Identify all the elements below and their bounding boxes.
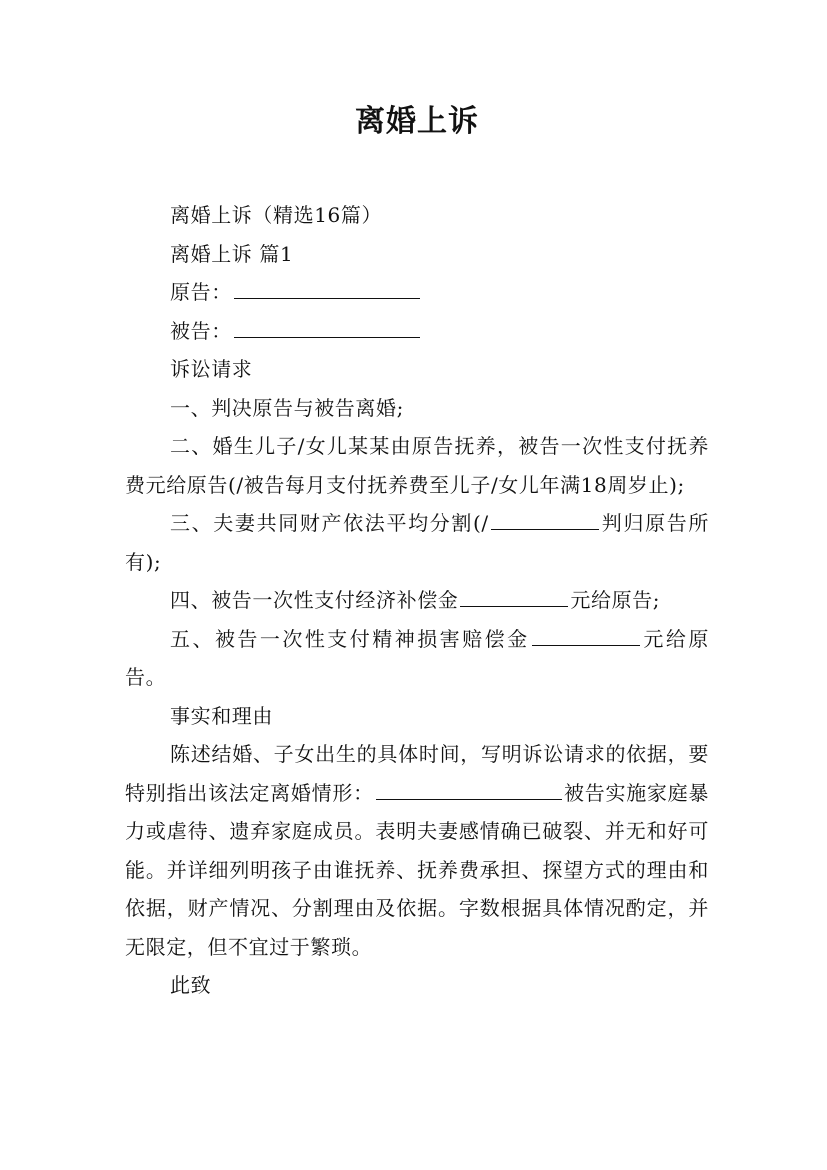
claim-5-text-before: 五、被告一次性支付精神损害赔偿金	[170, 626, 530, 651]
facts-heading: 事实和理由	[170, 703, 273, 728]
claims-heading: 诉讼请求	[170, 357, 253, 381]
facts-paragraph	[125, 735, 709, 966]
claim-4-text-before: 四、被告一次性支付经济补偿金	[170, 588, 459, 612]
claim-4-text-after: 元给原告;	[570, 588, 661, 612]
facts-text-before: 陈述结婚、子女出生的具体时间，写明诉讼请求的依据，要特别指出该法定离婚情形：	[125, 742, 709, 805]
claim-5	[125, 620, 709, 697]
defendant-blank	[234, 315, 420, 338]
subtitle-line: 离婚上诉（精选16篇）	[170, 203, 383, 227]
claim-3-blank	[491, 507, 599, 530]
document-title: 离婚上诉	[355, 104, 479, 139]
facts-text-after: 被告实施家庭暴力或虐待、遗弃家庭成员。表明夫妻感情确已破裂、并无和好可能。并详细列明孩子由谁抚养、抚养费承担、探望方式的理由和依据，财产情况、分割理由及依据。字数根据具体情况酌定，并无限定，但不宜过于繁琐。	[125, 780, 709, 959]
closing-line: 此致	[170, 973, 212, 997]
claim-4	[125, 581, 709, 620]
document-body	[125, 196, 709, 1005]
claim-2: 二、婚生儿子/女儿某某由原告抚养，被告一次性支付抚养费元给原告(/被告每月支付抚养费至儿子/女儿年满18周岁止);	[125, 434, 709, 497]
claim-4-blank	[460, 584, 568, 607]
claim-1: 一、判决原告与被告离婚;	[170, 395, 404, 420]
plaintiff-line	[125, 273, 709, 312]
claim-5-blank	[532, 623, 640, 646]
claim-3	[125, 504, 709, 581]
claim-3-text-after: 判归原告所有);	[125, 511, 709, 574]
defendant-label: 被告：	[170, 318, 232, 343]
claim-5-text-after: 元给原告。	[125, 626, 709, 689]
facts-blank	[376, 777, 562, 800]
plaintiff-blank	[234, 276, 420, 299]
claim-3-text-before: 三、夫妻共同财产依法平均分割(/	[170, 511, 489, 535]
defendant-line	[125, 312, 709, 351]
section-line: 离婚上诉 篇1	[170, 241, 294, 266]
plaintiff-label: 原告：	[170, 280, 232, 304]
